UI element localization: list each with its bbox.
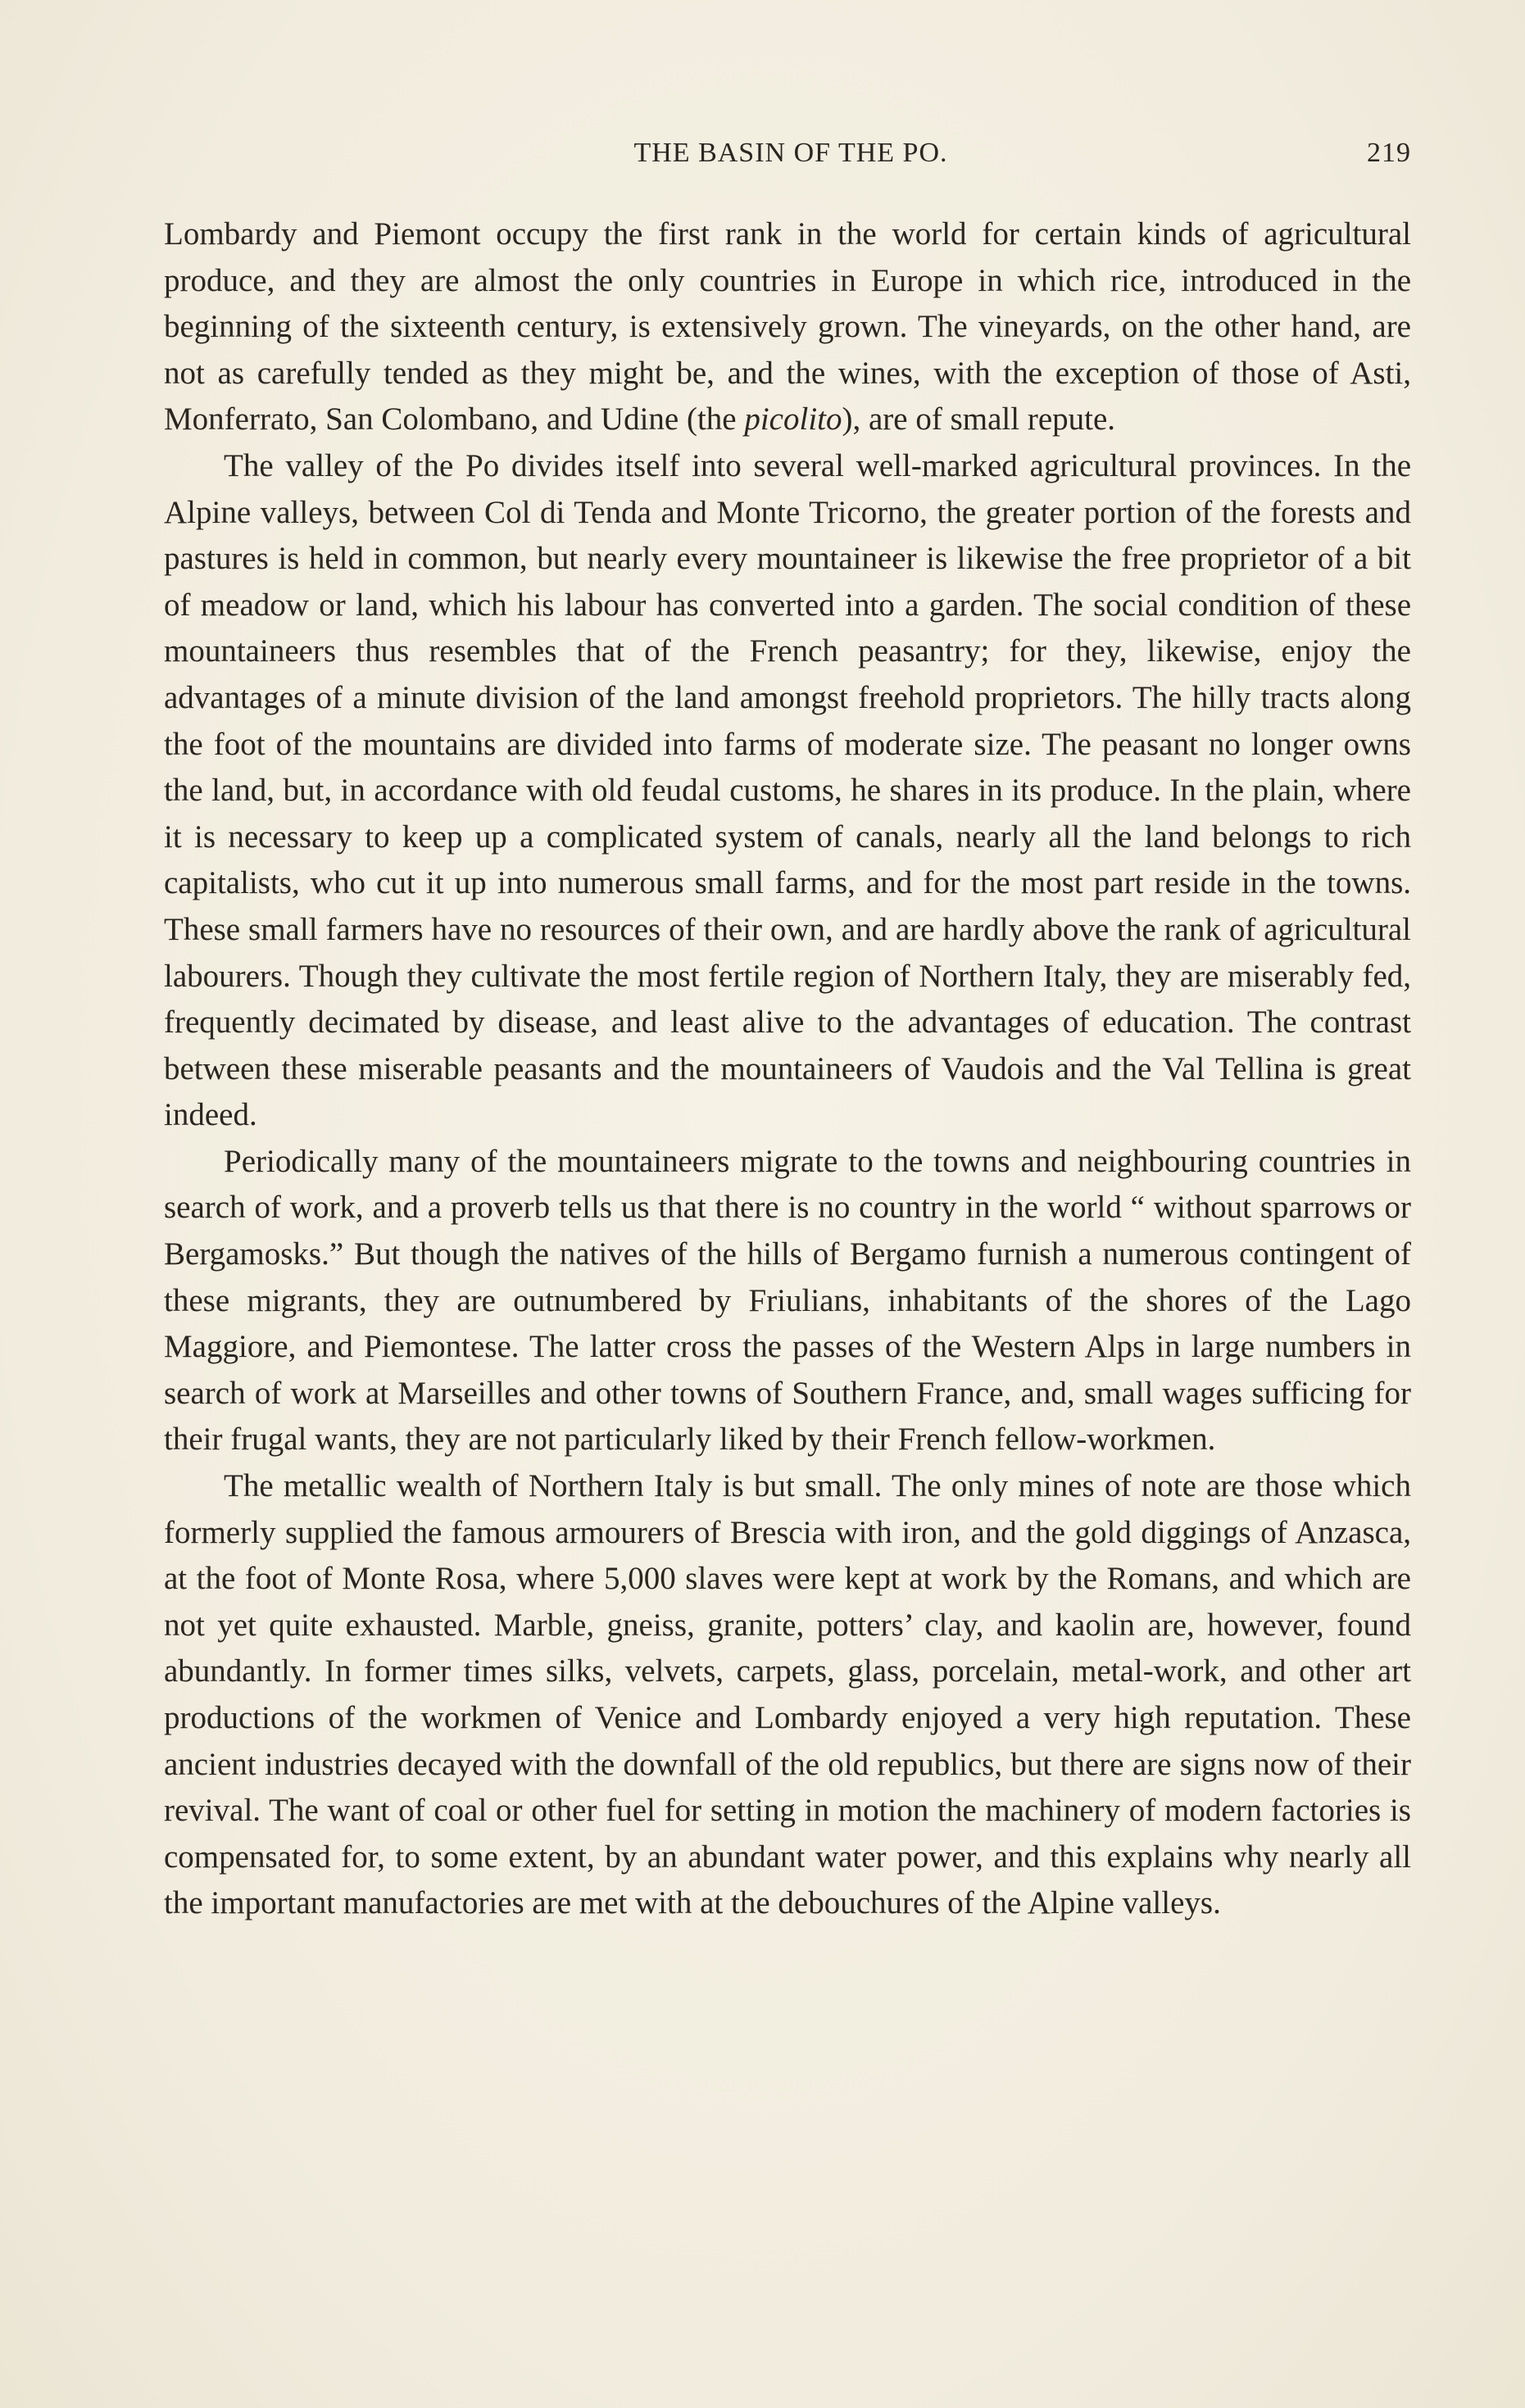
paragraph-1-text-b: ), are of small repute. <box>842 401 1116 438</box>
paragraph-2: The valley of the Po divides itself into several well-marked agricultural provinces. In the Alpine valleys, between Col di Tenda and Monte Tricorno, the greater portion of the forests and pastures is held in common, but nearly every mountaineer is likewise the free proprietor of a bit of meadow or land, which his labour has converted into a garden. The social condition of these mountaineers thus resembles that of the French peasantry; for they, likewise, enjoy the advantages of a minute division of the land amongst freehold proprietors. The hilly tracts along the foot of the mountains are divided into farms of moderate size. The peasant no longer owns the land, but, in accordance with old feudal customs, he shares in its produce. In the plain, where it is necessary to keep up a complicated system of canals, nearly all the land belongs to rich capitalists, who cut it up into numerous small farms, and for the most part reside in the towns. These small farmers have no resources of their own, and are hardly above the rank of agricultural labourers. Though they cultivate the most fertile region of Northern Italy, they are miserably fed, frequently decimated by disease, and least alive to the advantages of education. The contrast between these miserable peasants and the mountaineers of Vaudois and the Val Tellina is great indeed. <box>164 447 1411 1133</box>
running-title: THE BASIN OF THE PO. <box>633 138 948 168</box>
page-number: 219 <box>1367 138 1411 168</box>
paragraph-3: Periodically many of the mountaineers migrate to the towns and neighbouring countries in search of work, and a proverb tells us that there is no country in the world “ without sparrows or Bergamosks.” But though the natives of the hills of Bergamo furnish a numerous contingent of these migrants, they are outnumbered by Friulians, inhabitants of the shores of the Lago Maggiore, and Piemontese. The latter cross the passes of the Western Alps in large numbers in search of work at Marseilles and other towns of Southern France, and, small wages sufficing for their frugal wants, they are not particularly liked by their French fellow-workmen. <box>164 1143 1411 1458</box>
body-text <box>164 211 1411 1927</box>
paragraph-4: The metallic wealth of Northern Italy is but small. The only mines of note are those which formerly supplied the famous armourers of Brescia with iron, and the gold diggings of Anzasca, at the foot of Monte Rosa, where 5,000 slaves were kept at work by the Romans, and which are not yet quite exhausted. Marble, gneiss, granite, potters’ clay, and kaolin are, however, found abundantly. In former times silks, velvets, carpets, glass, porcelain, metal-work, and other art productions of the workmen of Venice and Lombardy enjoyed a very high reputation. These ancient industries decayed with the downfall of the old republics, but there are signs now of their revival. The want of coal or other fuel for setting in motion the machinery of modern factories is compensated for, to some extent, by an abundant water power, and this explains why nearly all the important manufactories are met with at the debouchures of the Alpine valleys. <box>164 1468 1411 1921</box>
paragraph-1-italic-term: picolito <box>744 401 842 438</box>
paragraph-1-text-a: Lombardy and Piemont occupy the first rank in the world for certain kinds of agricultural produce, and they are almost the only countries in Europe in which rice, introduced in the beginning of the sixteenth century, is extensively grown. The vineyards, on the other hand, are not as carefully tended as they might be, and the wines, with the exception of those of Asti, Monferrato, San Colombano, and Udine (the <box>164 216 1411 438</box>
running-head <box>164 138 1418 179</box>
paragraph-1 <box>164 211 1411 443</box>
